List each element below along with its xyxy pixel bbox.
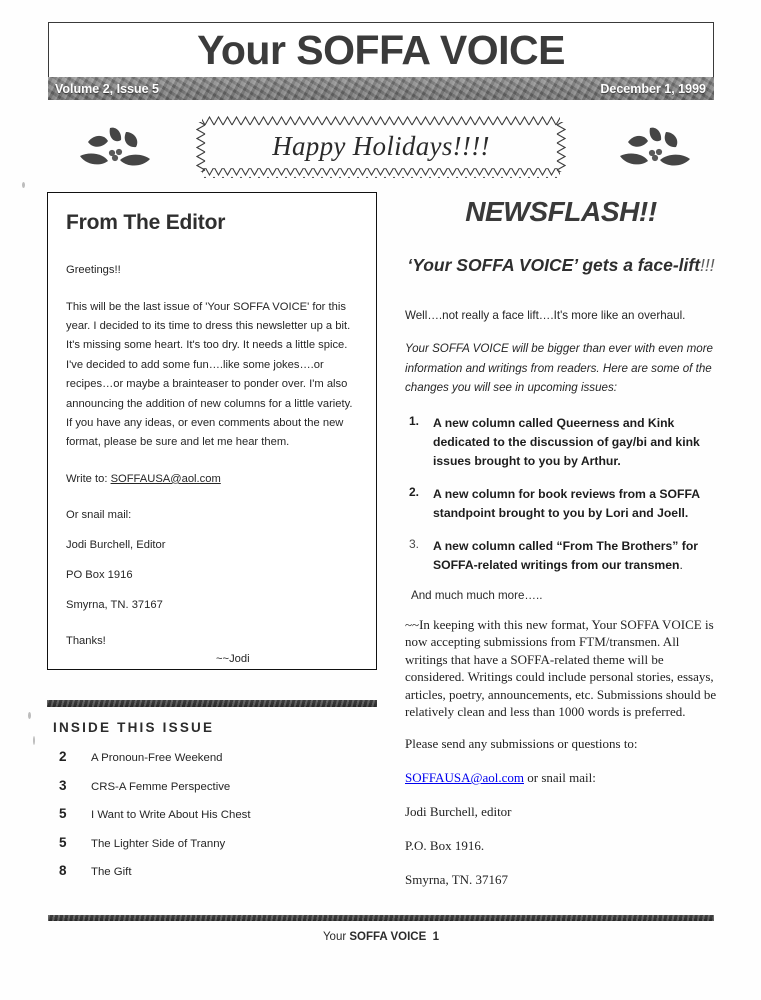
scan-speck xyxy=(28,712,31,719)
editor-body-text: This will be the last issue of 'Your SOFFA VOICE' for this year. I decided to its time to dress this newsletter up a bit. It's missing some heart. It's too dry. It needs a little spice. I've decided to add some fun….like some jokes….or recipes…or maybe a brainteaser to ponder over. I'm also announcing the addition of new columns for a little variety. If you have any ideas, or even comments about the new format, please be sure and let me hear them. xyxy=(66,300,353,449)
list-item-number: 1. xyxy=(409,413,420,428)
masthead-title-box xyxy=(48,22,714,77)
list-item[interactable] xyxy=(47,835,377,850)
list-item[interactable] xyxy=(47,863,377,878)
inside-this-issue-heading: INSIDE THIS ISSUE xyxy=(53,720,215,735)
masthead-issue-bar xyxy=(48,77,714,100)
scan-speck xyxy=(33,736,35,745)
list-item-number: 2. xyxy=(409,484,420,499)
newsflash-column xyxy=(405,196,717,905)
newsflash-subheading xyxy=(405,254,717,277)
editor-signature: ~~Jodi xyxy=(216,652,250,665)
toc-article-title: A Pronoun-Free Weekend xyxy=(91,752,223,764)
list-item-text xyxy=(433,537,717,575)
list-item-text-main: A new column called “From The Brothers” for SOFFA-related writings from our transmen xyxy=(433,538,699,572)
newsflash-italic-intro: Your SOFFA VOICE will be bigger than ever with even more information and writings from readers. Here are some of the changes you will see in upcoming issues: xyxy=(405,342,714,394)
holiday-banner xyxy=(48,116,714,180)
contact-editor-name: Jodi Burchell, editor xyxy=(405,804,512,820)
table-of-contents xyxy=(47,749,377,878)
section-divider-rule xyxy=(47,700,377,707)
toc-article-title: CRS-A Femme Perspective xyxy=(91,780,231,793)
list-item xyxy=(405,414,717,471)
contact-po-box: P.O. Box 1916. xyxy=(405,838,485,854)
inside-this-issue xyxy=(47,700,377,892)
holiday-greeting-box xyxy=(196,116,566,178)
editor-write-to-line xyxy=(66,470,358,489)
email-suffix-text: or snail mail: xyxy=(524,770,596,786)
list-item-text-tail: . xyxy=(679,557,683,572)
editor-name: Jodi Burchell, Editor xyxy=(66,538,166,551)
submissions-paragraph: ~~In keeping with this new format, Your SOFFA VOICE is now accepting submissions from FTM/transmen. All writings that have a SOFFA-related theme will be considered. Writings could include personal stories, essays, articles, poetry, announcements, etc. Submissions should be relatively clean and less than 1000 words is preferred. xyxy=(405,616,717,720)
editor-greeting: Greetings!! xyxy=(66,264,121,276)
toc-page-number: 3 xyxy=(59,777,67,793)
toc-article-title: The Lighter Side of Tranny xyxy=(91,837,226,850)
list-item[interactable] xyxy=(47,806,377,821)
write-to-label: Write to: xyxy=(66,472,111,485)
newsflash-heading: NEWSFLASH!! xyxy=(465,196,657,227)
holly-sprig-icon xyxy=(614,122,696,174)
masthead xyxy=(48,22,714,100)
publication-title: Your SOFFA VOICE xyxy=(197,26,565,73)
footer-page-number: 1 xyxy=(432,931,440,943)
newsflash-intro: Well….not really a face lift….It's more like an overhaul. xyxy=(405,309,686,322)
toc-article-title: I Want to Write About His Chest xyxy=(91,809,251,821)
editor-city-state: Smyrna, TN. 37167 xyxy=(66,598,163,611)
subheading-main: ‘Your SOFFA VOICE’ gets a face-lift xyxy=(407,255,701,275)
changes-list xyxy=(405,414,717,575)
footer-publication-name: SOFFA VOICE xyxy=(349,931,427,943)
toc-page-number: 5 xyxy=(59,806,67,821)
editor-po-box: PO Box 1916 xyxy=(66,568,133,581)
list-item[interactable] xyxy=(47,778,377,793)
toc-article-title: The Gift xyxy=(91,866,132,878)
subheading-exclamations: !!! xyxy=(700,255,715,275)
contact-intro-line: Please send any submissions or questions to: xyxy=(405,736,638,752)
from-the-editor-box xyxy=(47,192,377,670)
contact-city-state: Smyrna, TN. 37167 xyxy=(405,872,509,888)
list-item-text: A new column for book reviews from a SOFFA standpoint brought to you by Lori and Joell. xyxy=(433,486,700,520)
toc-page-number: 8 xyxy=(59,863,67,878)
issue-date-label: December 1, 1999 xyxy=(600,81,706,96)
page-footer xyxy=(48,915,714,943)
toc-page-number: 5 xyxy=(59,834,67,850)
holly-sprig-icon xyxy=(74,122,156,174)
contact-email-line xyxy=(405,769,717,786)
editor-snail-label: Or snail mail: xyxy=(66,508,132,521)
footer-your-word: Your xyxy=(322,931,350,943)
footer-label xyxy=(48,931,714,943)
volume-issue-label: Volume 2, Issue 5 xyxy=(55,81,159,96)
editor-section-title: From The Editor xyxy=(66,211,226,234)
much-more-line: And much much more….. xyxy=(411,588,543,602)
list-item xyxy=(405,485,717,523)
list-item[interactable] xyxy=(47,749,377,764)
list-item-number: 3. xyxy=(409,536,420,551)
holiday-greeting-text: Happy Holidays!!!! xyxy=(272,130,490,161)
list-item xyxy=(405,537,717,575)
footer-divider-rule xyxy=(48,915,714,921)
editor-email-link[interactable]: SOFFAUSA@aol.com xyxy=(110,472,221,485)
scan-speck xyxy=(22,182,25,188)
editor-thanks: Thanks! xyxy=(66,634,106,647)
toc-page-number: 2 xyxy=(59,749,67,764)
submissions-email-link[interactable]: SOFFAUSA@aol.com xyxy=(405,770,524,786)
list-item-text: A new column called Queerness and Kink dedicated to the discussion of gay/bi and kink issues brought to you by Arthur. xyxy=(433,415,700,468)
